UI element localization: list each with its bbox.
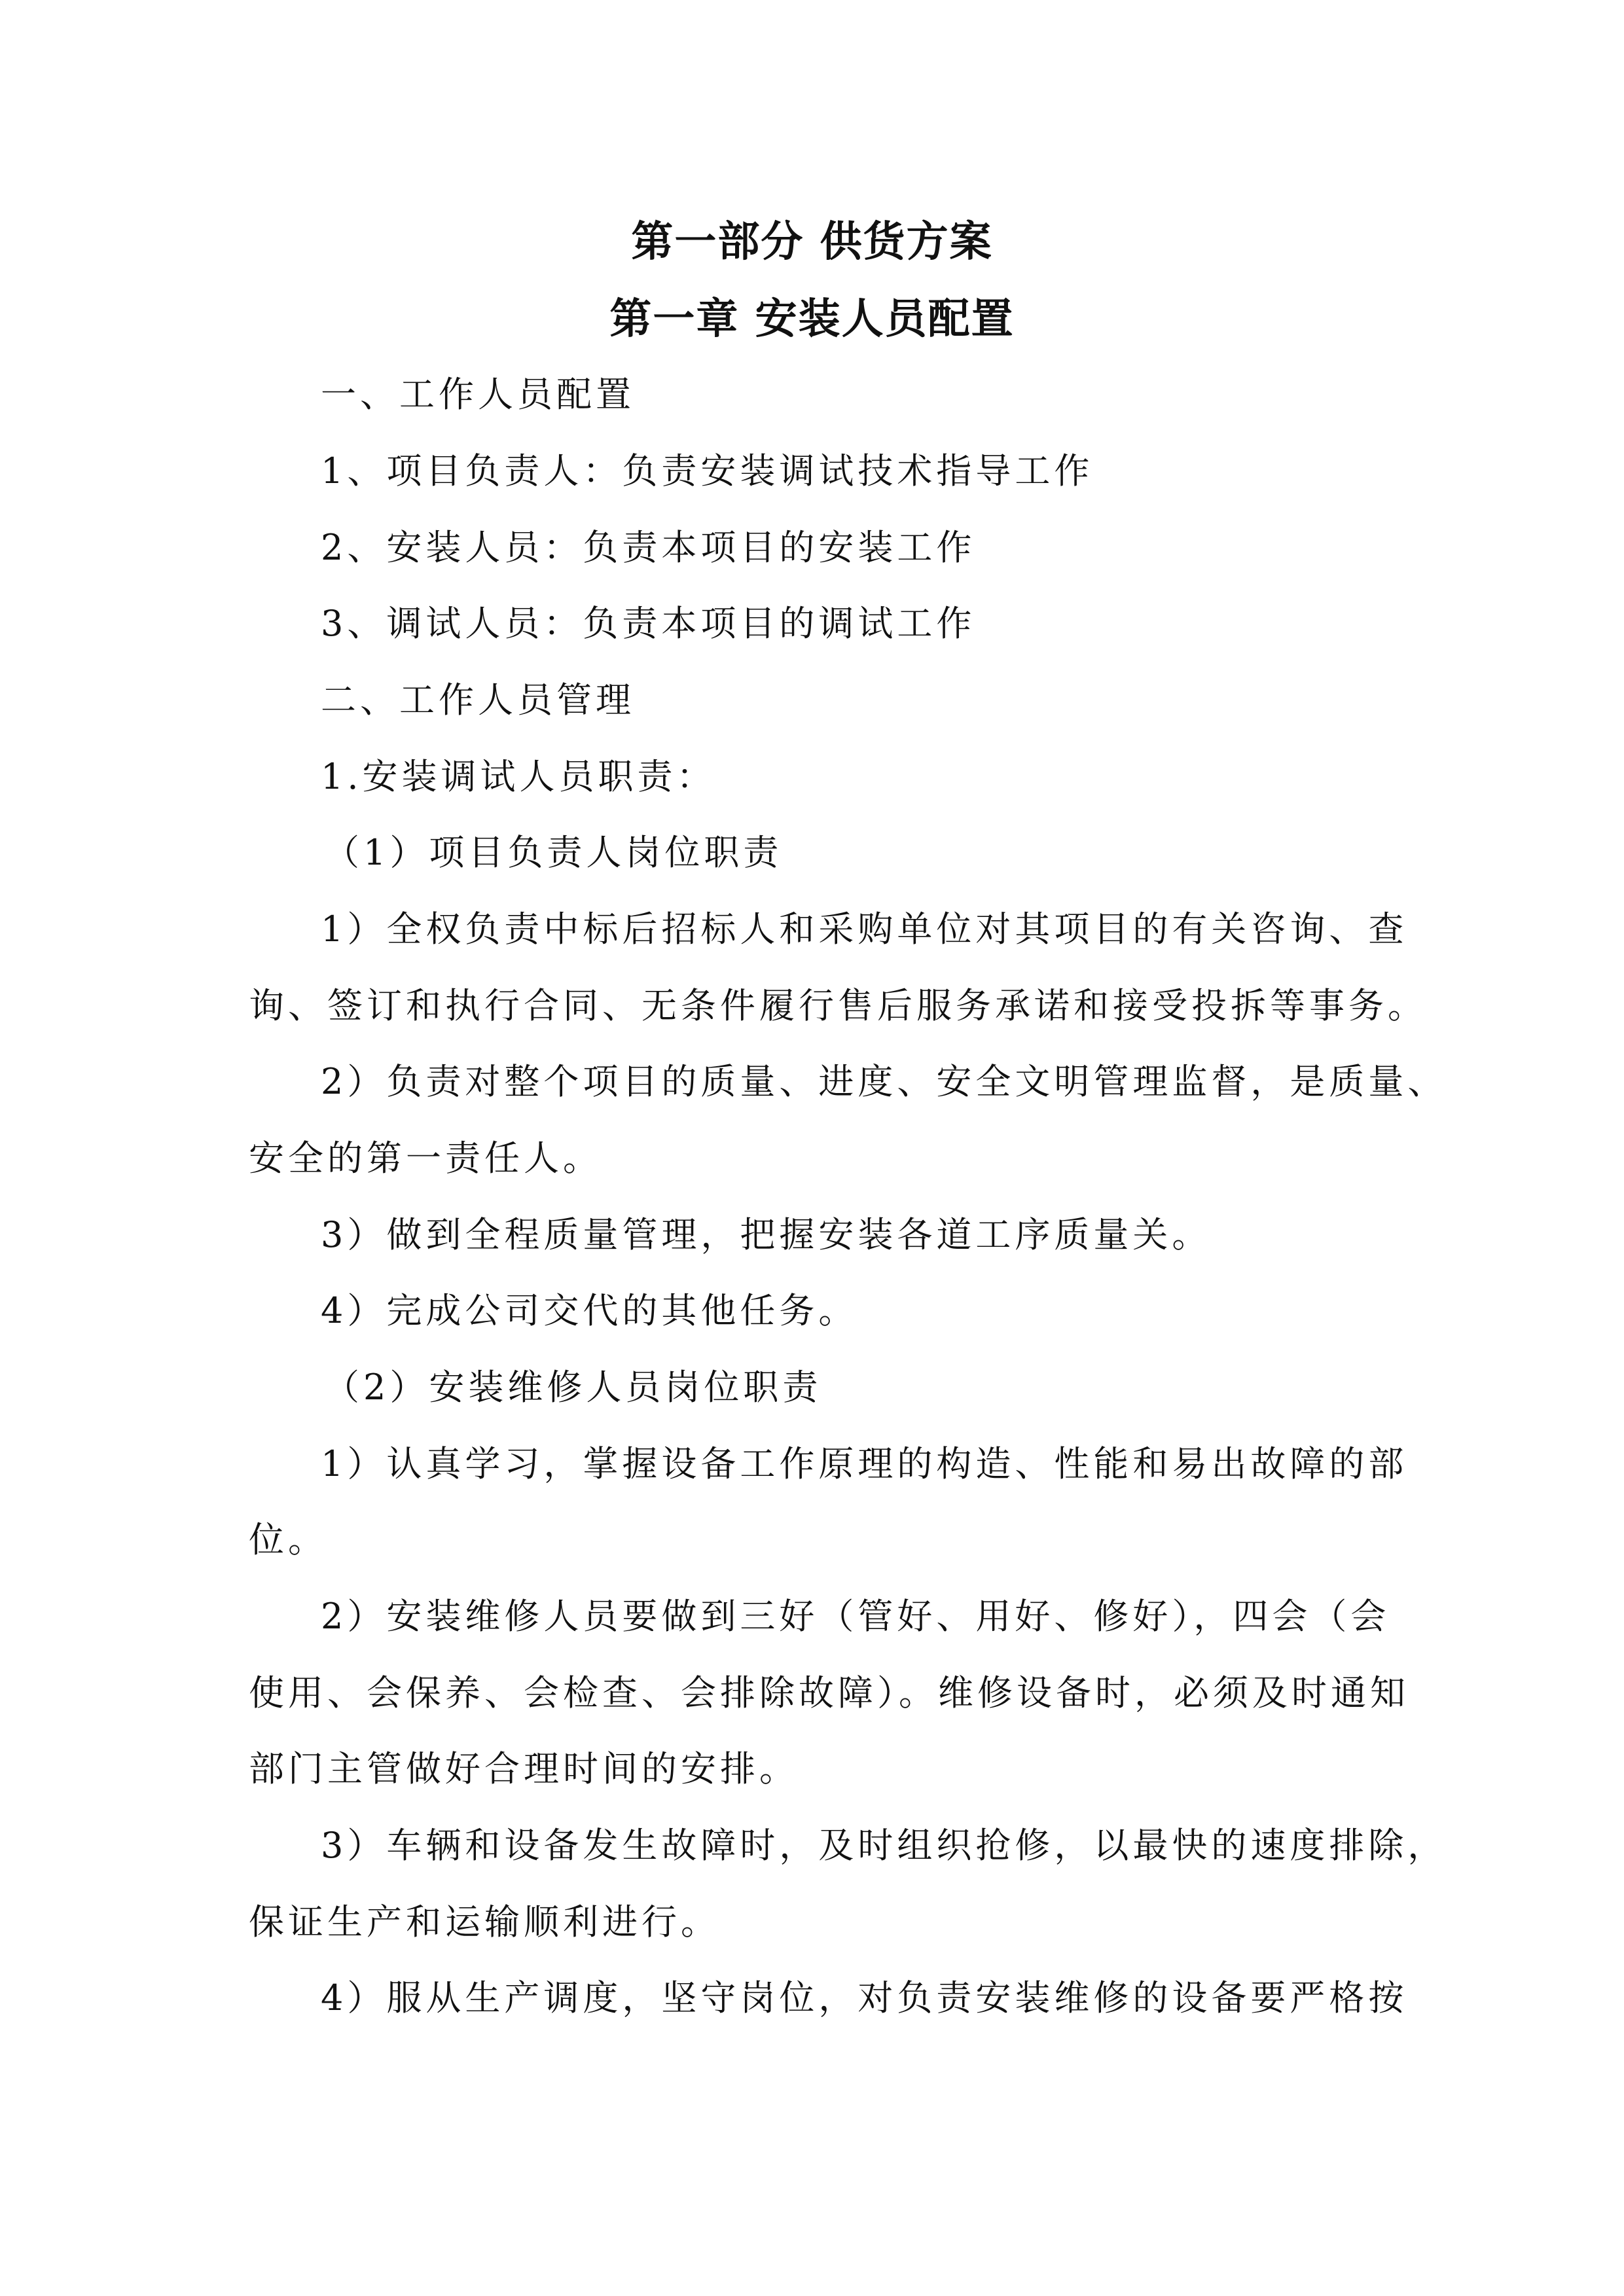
body-line: 3、调试人员：负责本项目的调试工作: [321, 603, 976, 644]
body-line: 2）负责对整个项目的质量、进度、安全文明管理监督，是质量、: [321, 1061, 1447, 1102]
subsection-heading: （2）安装维修人员岗位职责: [324, 1367, 822, 1408]
body-line: 3）车辆和设备发生故障时，及时组织抢修，以最快的速度排除，: [321, 1825, 1447, 1866]
body-line: 2、安装人员：负责本项目的安装工作: [321, 527, 976, 568]
section-heading: 一、工作人员配置: [321, 374, 635, 415]
body-line: 部门主管做好合理时间的安排。: [249, 1748, 799, 1789]
body-line: 4）完成公司交代的其他任务。: [321, 1290, 858, 1331]
body-line: 询、签订和执行合同、无条件履行售后服务承诺和接受投拆等事务。: [249, 985, 1427, 1026]
body-line: 位。: [249, 1519, 327, 1560]
body-line: 使用、会保养、会检查、会排除故障）。维修设备时，必须及时通知: [249, 1672, 1409, 1713]
body-line: 4）服从生产调度，坚守岗位，对负责安装维修的设备要严格按: [321, 1977, 1408, 2018]
section-heading: 二、工作人员管理: [321, 679, 635, 721]
body-line: 1）认真学习，掌握设备工作原理的构造、性能和易出故障的部: [321, 1443, 1408, 1484]
body-line: 1、项目负责人：负责安装调试技术指导工作: [321, 450, 1094, 492]
body-line: 保证生产和运输顺利进行。: [249, 1901, 720, 1943]
body-line: 安全的第一责任人。: [249, 1138, 602, 1179]
subsection-heading: （1）项目负责人岗位职责: [324, 832, 783, 873]
part-title: 第一部分 供货方案: [631, 218, 993, 266]
body-line: 3）做到全程质量管理，把握安装各道工序质量关。: [321, 1214, 1212, 1255]
body-line: 1.安装调试人员职责：: [321, 756, 716, 797]
body-line: 1）全权负责中标后招标人和采购单位对其项目的有关咨询、查: [321, 908, 1408, 950]
chapter-title: 第一章 安装人员配置: [609, 295, 1015, 344]
body-line: 2）安装维修人员要做到三好（管好、用好、修好），四会（会: [321, 1596, 1390, 1637]
